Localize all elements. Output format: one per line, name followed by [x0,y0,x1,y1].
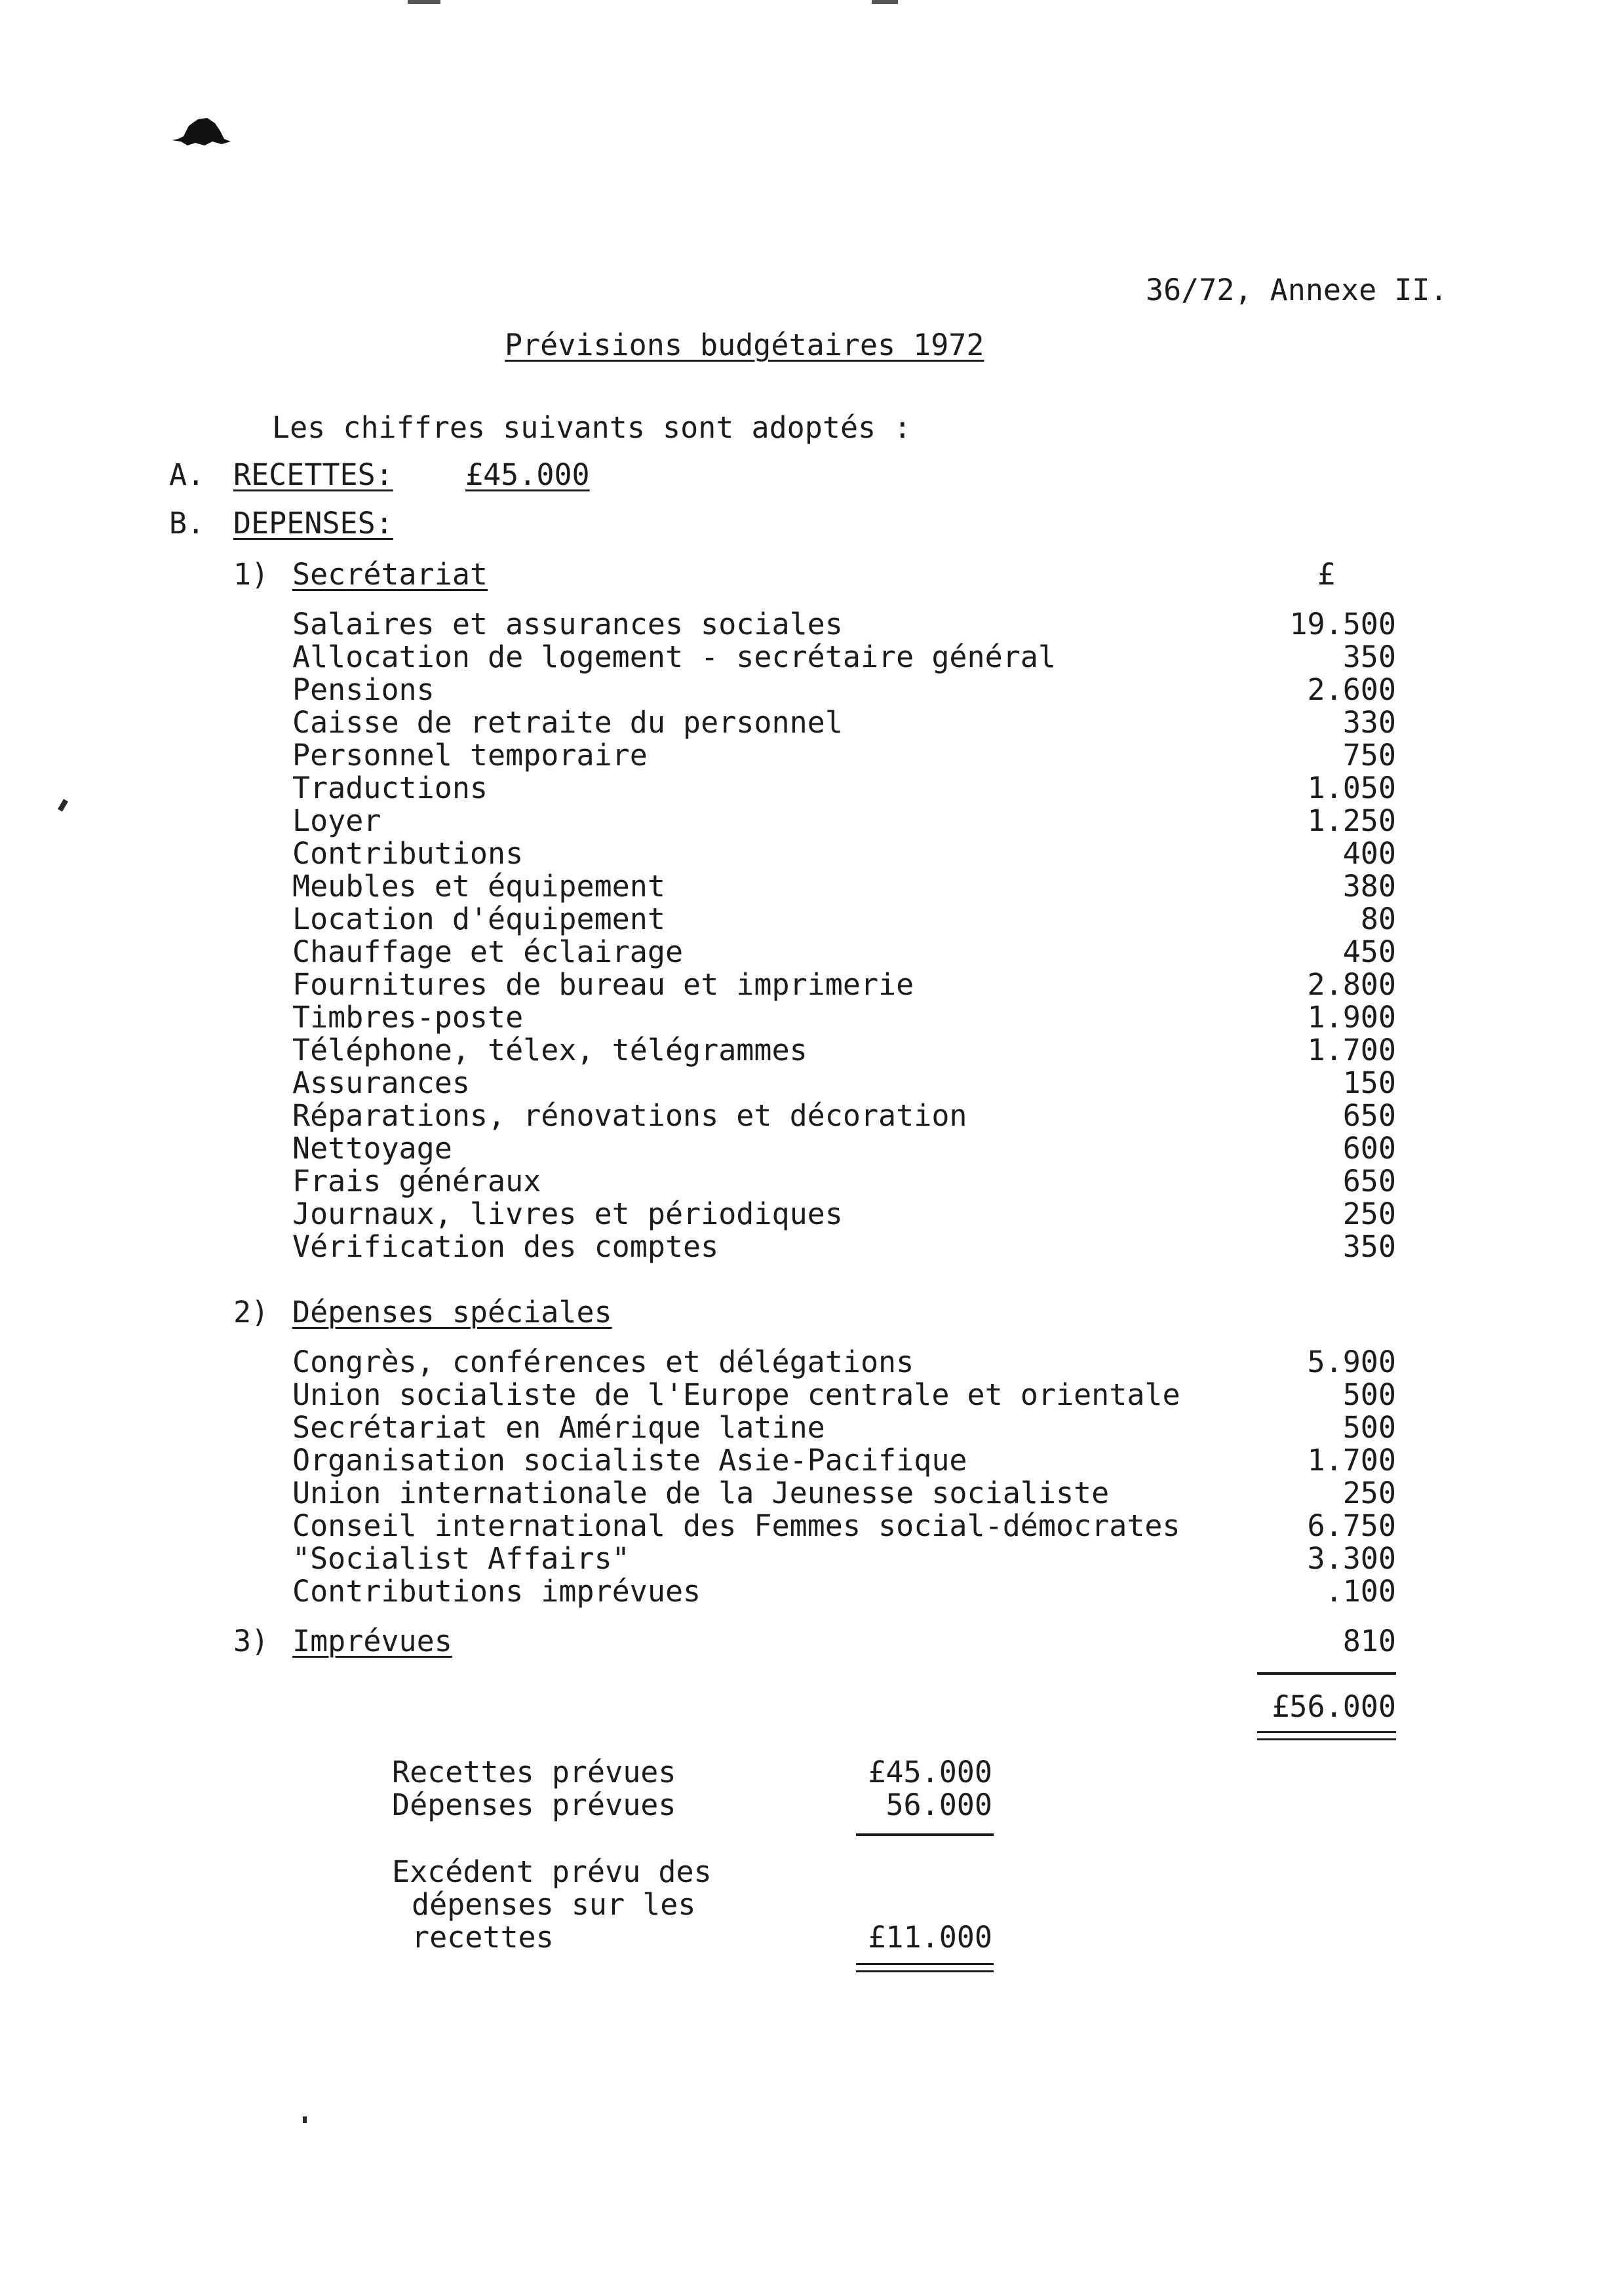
budget-line-label: Timbres-poste [292,1000,524,1035]
budget-line-value: 1.700 [1307,1443,1396,1478]
secretariat-items [292,608,1396,1263]
budget-line-value: 250 [1342,1196,1396,1231]
budget-line [292,837,1396,870]
budget-line [292,674,1396,706]
budget-line [292,739,1396,772]
budget-line [292,1100,1396,1132]
budget-line [292,1165,1396,1198]
recettes-amount: £45.000 [465,457,590,492]
summary-excedent-label-3: recettes [412,1920,554,1955]
budget-line-value: 2.600 [1307,672,1396,707]
summary-double-rule [856,1963,994,1972]
budget-line [292,641,1396,674]
summary-excedent-label-2: dépenses sur les [412,1887,696,1922]
summary-depenses-label: Dépenses prévues [392,1788,676,1822]
budget-line-label: Vérification des comptes [292,1229,719,1264]
summary-excedent-value: £11.000 [868,1920,992,1955]
budget-line [292,870,1396,903]
budget-line [292,1198,1396,1231]
imprevues-value: 810 [1342,1624,1396,1658]
budget-line-value: 5.900 [1307,1345,1396,1379]
summary-recettes-value: £45.000 [868,1755,992,1789]
budget-line-value: 650 [1342,1164,1396,1198]
budget-line-value: 400 [1342,836,1396,871]
grand-total: £56.000 [1272,1689,1396,1724]
budget-line-label: Congrès, conférences et délégations [292,1345,914,1379]
budget-line-label: Conseil international des Femmes social-démocrates [292,1508,1180,1543]
budget-line-value: 500 [1342,1410,1396,1445]
budget-line [292,706,1396,739]
budget-line-value: 80 [1360,902,1396,936]
budget-line [292,772,1396,805]
budget-line-label: Journaux, livres et périodiques [292,1196,843,1231]
budget-line [292,1575,1396,1608]
budget-line-label: Contributions imprévues [292,1574,701,1609]
budget-line [292,936,1396,968]
budget-line-label: Union internationale de la Jeunesse socialiste [292,1476,1110,1510]
budget-line-label: Assurances [292,1065,470,1100]
budget-line [292,1001,1396,1034]
budget-line-label: Location d'équipement [292,902,665,936]
budget-line [292,1231,1396,1263]
budget-line-label: Secrétariat en Amérique latine [292,1410,825,1445]
budget-line-value: 1.050 [1307,771,1396,805]
budget-line-value: .100 [1325,1574,1396,1609]
budget-line [292,1477,1396,1510]
budget-line-label: Traductions [292,771,488,805]
budget-line-value: 350 [1342,640,1396,674]
budget-line-label: Caisse de retraite du personnel [292,705,843,740]
budget-line [292,1444,1396,1477]
budget-line-label: Salaires et assurances sociales [292,607,843,641]
summary-rule [856,1833,994,1836]
budget-line-label: Loyer [292,803,381,838]
budget-line-label: "Socialist Affairs" [292,1541,630,1576]
section-number: 2) [233,1295,269,1330]
summary-excedent-label-1: Excédent prévu des [392,1854,712,1889]
budget-line-label: Nettoyage [292,1131,452,1166]
budget-line [292,1034,1396,1067]
budget-line-value: 3.300 [1307,1541,1396,1576]
total-double-rule [1257,1731,1396,1740]
budget-line-label: Frais généraux [292,1164,541,1198]
budget-line-value: 330 [1342,705,1396,740]
budget-line-value: 6.750 [1307,1508,1396,1543]
section-title-speciales: Dépenses spéciales [292,1295,612,1330]
document-reference: 36/72, Annexe II. [1146,273,1448,307]
budget-line-label: Meubles et équipement [292,869,665,904]
budget-line-value: 600 [1342,1131,1396,1166]
budget-line [292,1542,1396,1575]
depenses-letter: B. [169,506,205,541]
budget-line [292,805,1396,837]
budget-line [292,608,1396,641]
ink-blot [169,113,232,148]
budget-line-value: 380 [1342,869,1396,904]
budget-line [292,1346,1396,1379]
budget-line-label: Allocation de logement - secrétaire général [292,640,1056,674]
budget-line-value: 1.900 [1307,1000,1396,1035]
budget-line-label: Organisation socialiste Asie-Pacifique [292,1443,967,1478]
summary-depenses-value: 56.000 [885,1788,992,1822]
budget-line-value: 2.800 [1307,967,1396,1002]
summary-recettes-label: Recettes prévues [392,1755,676,1789]
depenses-label: DEPENSES: [233,506,393,541]
budget-line [292,1379,1396,1411]
budget-line [292,968,1396,1001]
currency-header: £ [1317,557,1336,592]
intro-text: Les chiffres suivants sont adoptés : [272,410,912,445]
budget-line-value: 450 [1342,934,1396,969]
scan-mark [408,0,440,4]
section-title-imprevues: Imprévues [292,1624,452,1658]
budget-line-value: 250 [1342,1476,1396,1510]
budget-line-label: Pensions [292,672,435,707]
budget-line-value: 19.500 [1289,607,1396,641]
section-number: 3) [233,1624,269,1658]
budget-line-value: 150 [1342,1065,1396,1100]
budget-line-label: Chauffage et éclairage [292,934,684,969]
total-rule [1257,1672,1396,1675]
budget-line-value: 650 [1342,1098,1396,1133]
budget-line-value: 500 [1342,1377,1396,1412]
section-title-secretariat: Secrétariat [292,557,488,592]
budget-line-label: Contributions [292,836,524,871]
section-number: 1) [233,557,269,592]
budget-line-label: Réparations, rénovations et décoration [292,1098,967,1133]
budget-line-value: 1.700 [1307,1033,1396,1067]
budget-line [292,1411,1396,1444]
page-title: Prévisions budgétaires 1972 [505,328,984,362]
budget-line-label: Union socialiste de l'Europe centrale et orientale [292,1377,1180,1412]
budget-line-label: Personnel temporaire [292,738,648,773]
budget-line-label: Fournitures de bureau et imprimerie [292,967,914,1002]
budget-line [292,1132,1396,1165]
scan-mark [872,0,898,4]
budget-line [292,1067,1396,1100]
recettes-label: RECETTES: [233,457,393,492]
recettes-letter: A. [169,457,205,492]
ink-speck [303,2116,307,2123]
budget-line [292,1510,1396,1542]
budget-line-value: 750 [1342,738,1396,773]
budget-line-label: Téléphone, télex, télégrammes [292,1033,808,1067]
budget-line-value: 350 [1342,1229,1396,1264]
budget-line-value: 1.250 [1307,803,1396,838]
ink-speck [58,799,68,812]
speciales-items [292,1346,1396,1608]
budget-line [292,903,1396,936]
